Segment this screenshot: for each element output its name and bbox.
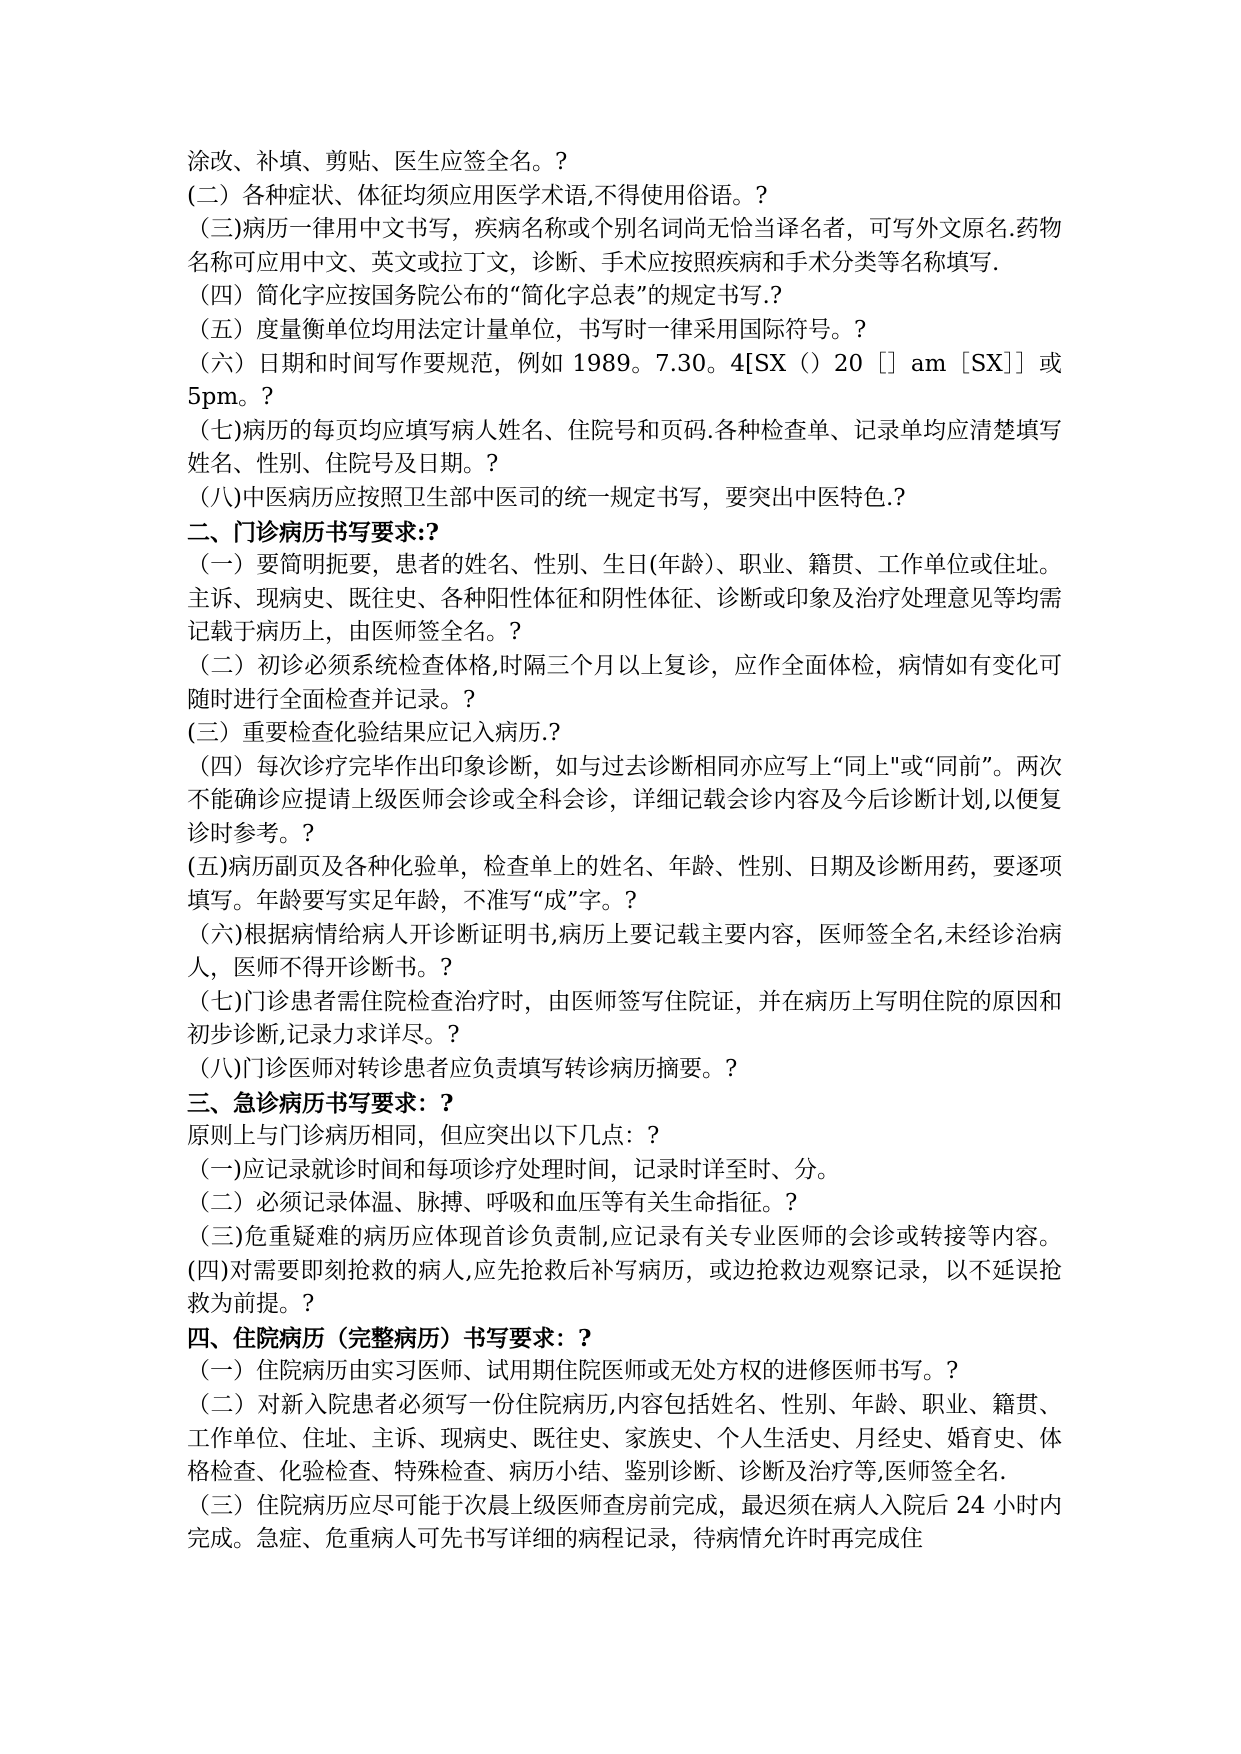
paragraph: （三)病历一律用中文书写，疾病名称或个别名词尚无恰当译名者，可写外文原名.药物名称可应用中文、英文或拉丁文，诊断、手术应按照疾病和手术分类等名称填写.: [187, 216, 1062, 276]
paragraph: （五）度量衡单位均用法定计量单位，书写时一律采用国际符号。?: [187, 316, 867, 343]
paragraph: （一）要简明扼要，患者的姓名、性别、生日(年龄）、职业、籍贯、工作单位或住址。主诉、现病史、既往史、各种阳性体征和阴性体征、诊断或印象及治疗处理意见等均需记载于病历上，由医师签全名。?: [187, 552, 1062, 646]
paragraph: (三）重要检查化验结果应记入病历.?: [187, 720, 561, 747]
paragraph: (五)病历副页及各种化验单，检查单上的姓名、年龄、性别、日期及诊断用药，要逐项填写。年龄要写实足年龄，不准写“成”字。?: [187, 854, 1062, 915]
document-body: [187, 146, 1062, 1557]
paragraph: （一）住院病历由实习医师、试用期住院医师或无处方权的进修医师书写。?: [187, 1358, 959, 1385]
paragraph: 原则上与门诊病历相同，但应突出以下几点：?: [187, 1123, 660, 1150]
paragraph: （七)病历的每页均应填写病人姓名、住院号和页码.各种检查单、记录单均应清楚填写姓名、性别、住院号及日期。?: [187, 417, 1062, 478]
section-heading: 二、门诊病历书写要求:?: [187, 518, 439, 546]
paragraph: （一)应记录就诊时间和每项诊疗处理时间，记录时详至时、分。: [187, 1156, 840, 1183]
paragraph: （三）住院病历应尽可能于次晨上级医师查房前完成，最迟须在病人入院后 24 小时内完成。急症、危重病人可先书写详细的病程记录，待病情允许时再完成住: [187, 1492, 1062, 1553]
paragraph: （二）初诊必须系统检查体格,时隔三个月以上复诊，应作全面体检，病情如有变化可随时进行全面检查并记录。?: [187, 652, 1062, 713]
paragraph: （八)中医病历应按照卫生部中医司的统一规定书写，要突出中医特色.?: [187, 484, 906, 511]
paragraph: （六）日期和时间写作要规范，例如 1989。7.30。4[SX（）20［］am［SX］］或 5pm。?: [187, 350, 1062, 411]
section-heading: 四、住院病历（完整病历）书写要求：?: [187, 1324, 592, 1352]
paragraph: （六)根据病情给病人开诊断证明书,病历上要记载主要内容，医师签全名,未经诊治病人，医师不得开诊断书。?: [187, 921, 1062, 982]
paragraph: 涂改、补填、剪贴、医生应签全名。?: [187, 149, 568, 175]
paragraph: （二）对新入院患者必须写一份住院病历,内容包括姓名、性别、年龄、职业、籍贯、工作单位、住址、主诉、现病史、既往史、家族史、个人生活史、月经史、婚育史、体格检查、化验检查、特殊检查、病历小结、鉴别诊断、诊断及治疗等,医师签全名.: [187, 1391, 1062, 1486]
paragraph: （七)门诊患者需住院检查治疗时，由医师签写住院证，并在病历上写明住院的原因和初步诊断,记录力求详尽。?: [187, 988, 1062, 1049]
paragraph: （四）每次诊疗完毕作出印象诊断，如与过去诊断相同亦应写上“同上"或“同前”。两次不能确诊应提请上级医师会诊或全科会诊，详细记载会诊内容及今后诊断计划,以便复诊时参考。?: [187, 753, 1062, 847]
paragraph: （三)危重疑难的病历应体现首诊负责制,应记录有关专业医师的会诊或转接等内容。(四)对需要即刻抢救的病人,应先抢救后补写病历，或边抢救边观察记录，以不延误抢救为前提。?: [187, 1224, 1062, 1318]
paragraph: （四）简化字应按国务院公布的“简化字总表”的规定书写.?: [187, 283, 783, 310]
paragraph: （八)门诊医师对转诊患者应负责填写转诊病历摘要。?: [187, 1056, 738, 1083]
section-heading: 三、急诊病历书写要求：?: [187, 1089, 454, 1117]
paragraph: (二）各种症状、体征均须应用医学术语,不得使用俗语。?: [187, 182, 768, 209]
paragraph: （二）必须记录体温、脉搏、呼吸和血压等有关生命指征。?: [187, 1190, 798, 1217]
